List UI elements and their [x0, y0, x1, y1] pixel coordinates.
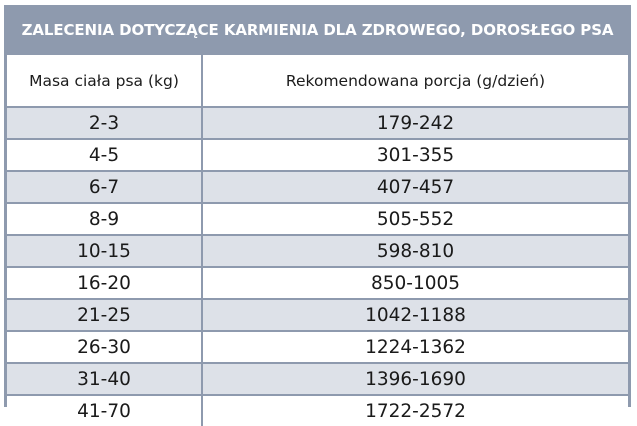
table-row	[7, 171, 628, 203]
table-header-row	[7, 55, 628, 107]
portion-cell: 1224-1362	[202, 331, 628, 363]
table-row	[7, 395, 628, 426]
feeding-table	[7, 55, 628, 426]
table-row	[7, 363, 628, 395]
portion-cell: 179-242	[202, 107, 628, 139]
table-row	[7, 203, 628, 235]
table-row	[7, 139, 628, 171]
column-header-portion: Rekomendowana porcja (g/dzień)	[202, 55, 628, 107]
table-row	[7, 299, 628, 331]
weight-cell: 2-3	[7, 107, 202, 139]
table-row	[7, 107, 628, 139]
table-row	[7, 331, 628, 363]
portion-cell: 407-457	[202, 171, 628, 203]
weight-cell: 4-5	[7, 139, 202, 171]
weight-cell: 6-7	[7, 171, 202, 203]
portion-cell: 1722-2572	[202, 395, 628, 426]
portion-cell: 1396-1690	[202, 363, 628, 395]
portion-cell: 598-810	[202, 235, 628, 267]
portion-cell: 850-1005	[202, 267, 628, 299]
column-header-weight: Masa ciała psa (kg)	[7, 55, 202, 107]
table-title: ZALECENIA DOTYCZĄCE KARMIENIA DLA ZDROWEGO, DOROSŁEGO PSA	[7, 5, 628, 55]
weight-cell: 21-25	[7, 299, 202, 331]
weight-cell: 41-70	[7, 395, 202, 426]
weight-cell: 8-9	[7, 203, 202, 235]
weight-cell: 31-40	[7, 363, 202, 395]
table-row	[7, 235, 628, 267]
feeding-table-container	[4, 5, 631, 422]
weight-cell: 10-15	[7, 235, 202, 267]
weight-cell: 26-30	[7, 331, 202, 363]
portion-cell: 505-552	[202, 203, 628, 235]
weight-cell: 16-20	[7, 267, 202, 299]
portion-cell: 301-355	[202, 139, 628, 171]
portion-cell: 1042-1188	[202, 299, 628, 331]
table-row	[7, 267, 628, 299]
